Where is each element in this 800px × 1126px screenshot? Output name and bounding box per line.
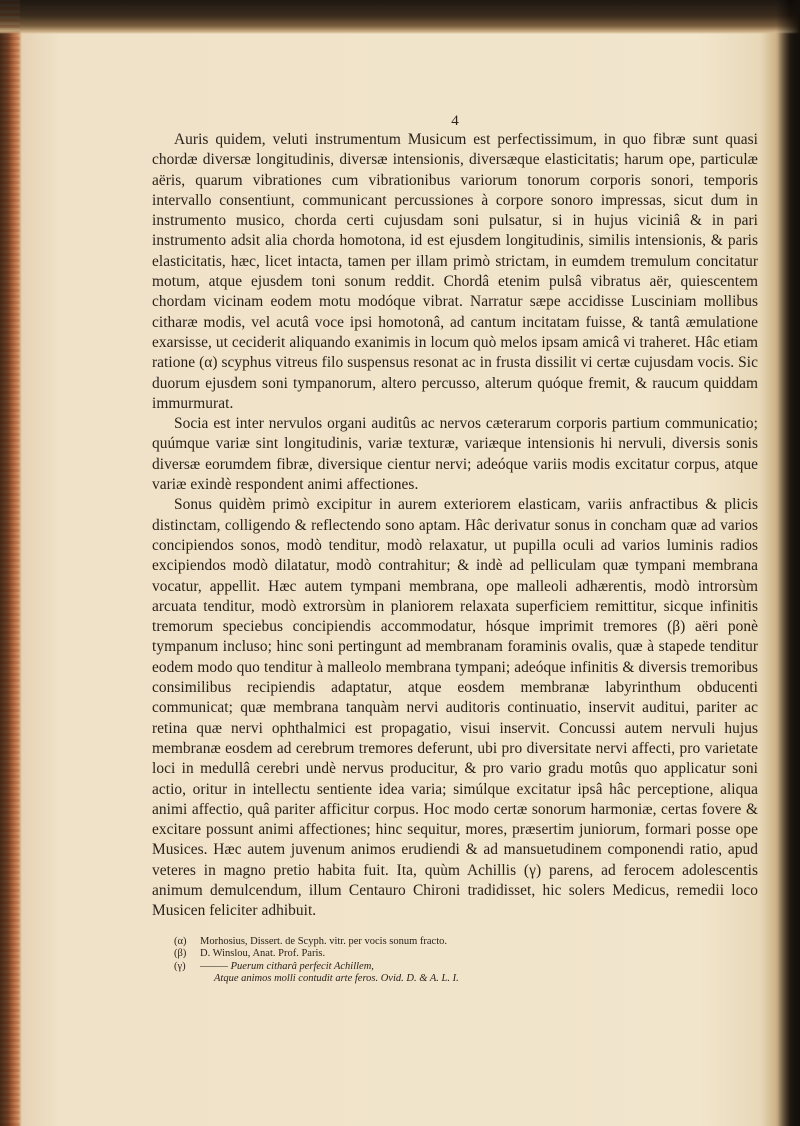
footnote-mark: (γ) bbox=[174, 960, 186, 972]
footnote-beta bbox=[174, 948, 758, 961]
book-top-edge bbox=[0, 0, 800, 34]
page-number: 4 bbox=[451, 113, 459, 129]
book-gutter-shadow bbox=[776, 0, 800, 1126]
book-left-edge bbox=[0, 0, 20, 1126]
footnote-alpha bbox=[174, 936, 758, 949]
footnote-mark: (α) bbox=[174, 935, 187, 947]
footnote-gamma bbox=[174, 961, 758, 974]
page-content bbox=[152, 114, 758, 986]
footnote-gamma-continuation: Atque animos molli contudit arte feros. Ovid. D. & A. L. I. bbox=[214, 973, 459, 985]
footnotes bbox=[152, 936, 758, 986]
footnote-text: Morhosius, Dissert. de Scyph. vitr. per vocis sonum fracto. bbox=[200, 935, 448, 947]
paragraph-3: Sonus quidèm primò excipitur in aurem exteriorem elasticam, variis anfractibus & plicis distinctam, colligendo & reflectendo sono aptam. Hâc derivatur sonus in concham quæ ad varios concipiendos sonos, modò tenditur, modò relaxatur, ut pupilla oculi ad varios luminis radios excipiendos modò dilatatur, modò contrahitur; & indè ad pelliculam quæ tympani membrana vocatur, appellit. Hæc autem tympani membrana, ope malleoli adhærentis, modò introrsùm arcuata tenditur, modò extrorsùm in planiorem relaxata superficiem remittitur, sicque infinitis tremorum speciebus concipiendis accommodatur, hósque imprimit tremores (β) aëri ponè tympanum incluso; hinc soni pertingunt ad membranam foraminis ovalis, quæ à stapede tenditur eodem modo quo tenditur à malleolo membrana tympani; adeóque infinitis & diversis tremoribus consimilibus recipiendis adaptatur, atque eosdem membranæ labyrinthum obducenti communicat; quæ membrana tanquàm nervi auditoris continuatio, inservit auditui, pariter ac retina quæ nervi ophthalmici est propagatio, visui inservit. Concussi autem nervuli hujus membranæ eosdem ad cerebrum tremores deferunt, ubi pro diversitate nervi affecti, pro varietate loci in medullâ cerebri undè nervus producitur, & pro vario gradu motûs quo applicatur soni actio, oritur in intellectu sentiente idea varia; simúlque excitatur ipsâ hâc perceptione, aliqua animi affectio, quâ pariter afficitur corpus. Hoc modo certæ sonorum harmoniæ, certas fovere & excitare possunt animi affectiones; hinc sequitur, mores, præsertim juniorum, formari posse ope Musices. Hæc autem juvenum animos erudiendi & ad mansuetudinem componendi ratio, apud veteres in magno pretio habita fuit. Ita, quùm Achillis (γ) parens, ad ferocem adolescentis animum demulcendum, illum Centauro Chironi tradidisset, hic solers Medicus, remedii loco Musicen feliciter adhibuit. bbox=[152, 496, 758, 920]
footnote-mark: (β) bbox=[174, 948, 187, 960]
paragraph-1: Auris quidem, veluti instrumentum Musicum est perfectissimum, in quo fibræ sunt quasi chordæ diversæ longitudinis, diversæ intensionis, diversæque elasticitatis; harum ope, particulæ aëris, quarum vibrationes cum vibrationibus variorum tonorum corporis sonori, temporis intervallo consentiunt, communicant percussiones à corpore sonoro impressas, sicut dum in instrumento musico, chorda certi cujusdam soni pulsatur, si in hujus viciniâ & in pari instrumento adsit alia chorda homotona, id est ejusdem longitudinis, similis intensionis, & paris elasticitatis, hæc, licet intacta, tamen per illam primò strictam, in eumdem tremulum concitatur motum, atque ejusdem toni sonum reddit. Chordâ etenim pulsâ vibratus aër, quiescentem chordam vicinam eodem motu modóque vibrat. Narratur sæpe accidisse Lusciniam mollibus citharæ modis, vel acutâ voce ipsi homotonâ, ad cantum incitatam fuisse, & tantâ æmulatione exarsisse, ut ceciderit aliquando exanimis in locum quò melos ipsam amicâ vi traheret. Hâc etiam ratione (α) scyphus vitreus filo suspensus resonat ac in frusta dissilit vi certæ cujusdam vocis. Sic duorum ejusdem soni tympanorum, altero percusso, alterum quóque fremit, & raucum quiddam immurmurat. bbox=[152, 131, 758, 412]
paragraph-2: Socia est inter nervulos organi auditûs ac nervos cæterarum corporis partium communicatio; quúmque variæ sint longitudinis, variæ texturæ, variæque intensionis hi nervuli, diversis sonis diversæ eorumdem fibræ, diversique cientur nervi; adeóque variis modis excitatur corpus, atque variæ exindè respondent animi affectiones. bbox=[152, 415, 758, 494]
footnote-text: D. Winslou, Anat. Prof. Paris. bbox=[200, 948, 326, 960]
footnote-text: ——— Puerum citharâ perfecit Achillem, bbox=[200, 960, 374, 972]
